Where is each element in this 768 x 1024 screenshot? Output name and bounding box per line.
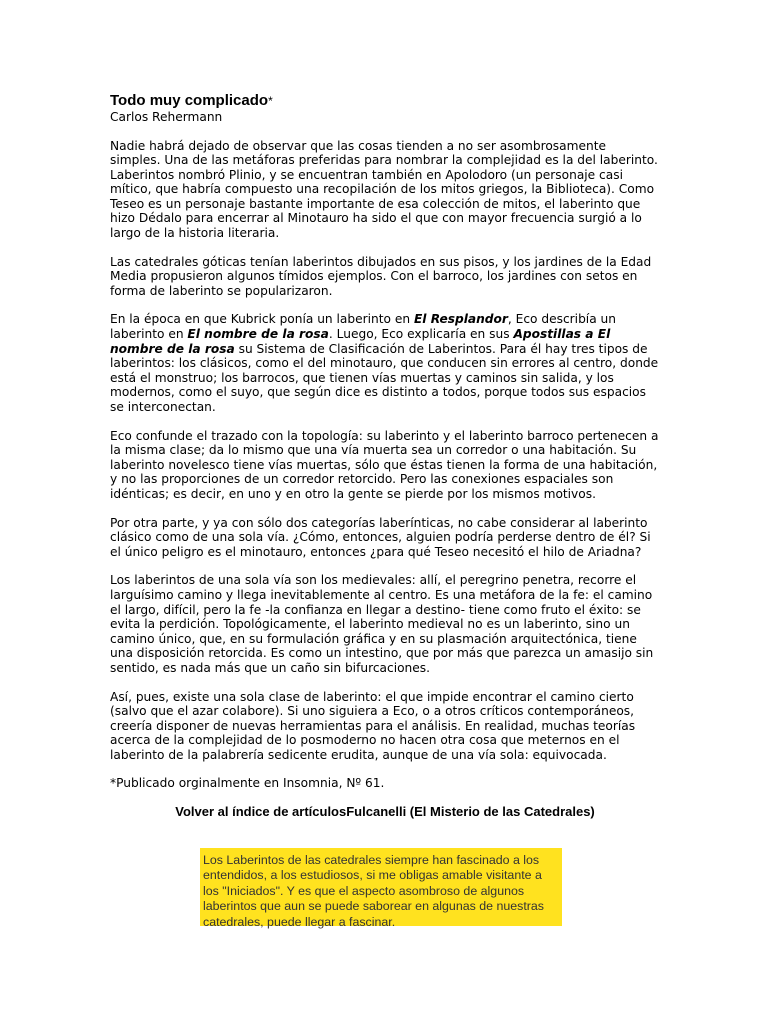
paragraph-7: Así, pues, existe una sola clase de laberinto: el que impide encontrar el camino cierto (salvo que el azar colabore). Si uno siguiera a Eco, o a otros críticos contemporáneos, creería disponer de nuevas herramientas para el análisis. En realidad, muchas teorías acerca de la complejidad de lo posmoderno no hacen otra cosa que meternos en el laberinto de la palabrería sedicente erudita, aunque de una vía sola: equivocada. [110, 689, 636, 762]
article [110, 92, 660, 820]
paragraph-1-text: Nadie habrá dejado de observar que las cosas tienden a no ser asombrosamente simples. Una de las metáforas preferidas para nombrar la complejidad es la del laberinto. [110, 138, 658, 168]
p3-emphasis-resplandor: El Resplandor [413, 312, 508, 327]
paragraph-5: Por otra parte, y ya con sólo dos categorías laberínticas, no cabe considerar al laberinto clásico como de una sola vía. ¿Cómo, entonces, alguien podría perderse dentro de él? Si el único peligro es el minotauro, entonces ¿para qué Teseo necesitó el hilo de Ariadna? [110, 515, 651, 559]
paragraph-4: Eco confunde el trazado con la topología: su laberinto y el laberinto barroco pertenecen a la misma clase; da lo mismo que una vía muerta sea un corredor o una habitación. Su laberinto novelesco tiene vías muertas, sólo que éstas tienen la forma de una habitación, y no las proporciones de un corredor retorcido. Pero las conexiones espaciales son idénticas; es decir, en uno y en otro la gente se pierde por los mismos motivos. [110, 428, 659, 501]
next-article-title: Fulcanelli (El Misterio de las Catedrales) [346, 804, 595, 820]
p3-emphasis-nombre-rosa: El nombre de la rosa [187, 327, 329, 342]
callout-box: Los Laberintos de las catedrales siempre han fascinado a los entendidos, a los estudiosos, si me obligas amable visitante a los "Iniciados". Y es que el aspecto asombroso de algunos laberintos que aun se puede saborear en algunas de nuestras catedrales, puede llegar a fascinar. [200, 848, 562, 926]
paragraph-3 [110, 312, 660, 414]
back-to-index-link[interactable]: Volver al índice de artículos [175, 804, 347, 820]
paragraph-6: Los laberintos de una sola vía son los medievales: allí, el peregrino penetra, recorre el larguísimo camino y llega inevitablemente al centro. Es una metáfora de la fe: el camino el largo, difícil, pero la fe -la confianza en llegar a destino- tiene como fruto el éxito: se evita la perdición. Topológicamente, el laberinto medieval no es un laberinto, sino un camino único, que, en su formulación gráfica y en su plasmación arquitectónica, tiene una disposición retorcida. Es como un intestino, que por más que parezca un amasijo sin sentido, es nada más que un caño sin bifurcaciones. [110, 573, 654, 675]
author-name: Carlos Rehermann [110, 110, 223, 124]
p3-text-4: su Sistema de Clasificación de Laberintos. Para él hay tres tipos de laberintos: los clásicos, como el del minotauro, que conducen sin errores al centro, donde está el monstruo; los barrocos, que tienen vías muertas y caminos sin salida, y los modernos, como el suyo, que según dice es distinto a todos, porque todos sus espacios se interconectan. [110, 341, 659, 414]
paragraph-1b-text: Laberintos nombró Plinio, y se encuentran también en Apolodoro (un personaje casi mítico, que habría compuesto una recopilación de los mitos griegos, la Biblioteca). Como Teseo es un personaje bastante importante de esa colección de mitos, el laberinto que hizo Dédalo para encerrar al Minotauro ha sido el que con mayor frecuencia surgió a lo largo de la historia literaria. [110, 167, 655, 241]
navigation-line [50, 804, 720, 820]
p3-text-3: . Luego, Eco explicaría en sus [328, 327, 514, 342]
title-text: Todo muy complicado [110, 92, 269, 109]
title-footnote-mark: * [268, 94, 273, 108]
p3-text-2: , Eco describía un laberinto en [110, 312, 616, 342]
footnote: *Publicado orginalmente en Insomnia, Nº 61. [110, 776, 385, 791]
paragraph-1 [110, 139, 660, 241]
p3-emphasis-apostillas: Apostillas a El nombre de la rosa [110, 327, 611, 356]
p3-text-1: En la época en que Kubrick ponía un laberinto en [110, 312, 414, 327]
paragraph-2: Las catedrales góticas tenían laberintos dibujados en sus pisos, y los jardines de la Edad Media propusieron algunos tímidos ejemplos. Con el barroco, los jardines con setos en forma de laberinto se popularizaron. [110, 254, 652, 298]
article-title [110, 92, 660, 110]
